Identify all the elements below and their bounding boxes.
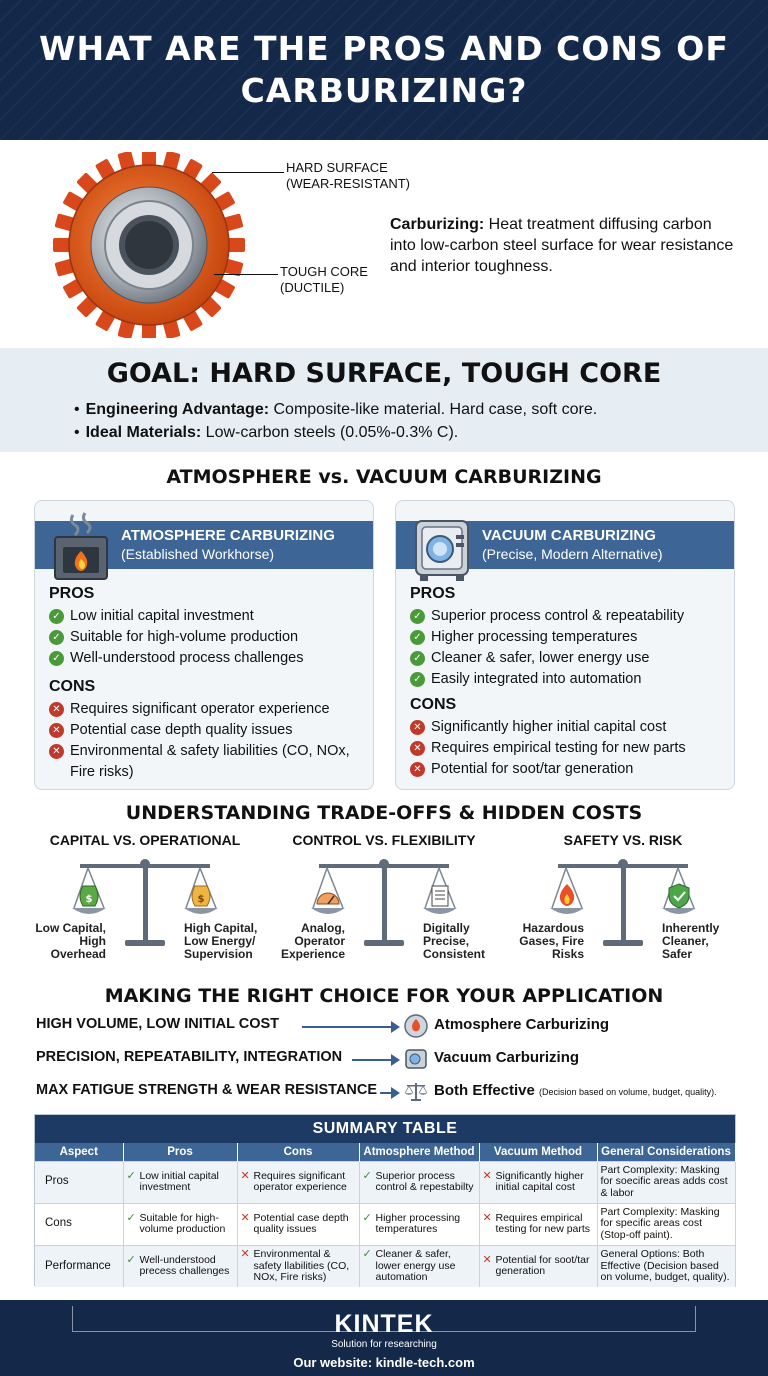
vacuum-furnace-icon xyxy=(404,1047,428,1071)
cell-text: Requires significant operator experience xyxy=(253,1169,347,1193)
atmosphere-pros-label: PROS xyxy=(49,585,95,602)
vacuum-pros-list xyxy=(410,606,728,690)
check-icon: ✓ xyxy=(410,651,425,666)
callout-line-hard xyxy=(212,172,284,173)
pro-text: Suitable for high-volume production xyxy=(70,629,299,645)
arrow-right-icon xyxy=(302,1026,398,1028)
vacuum-furnace-icon xyxy=(410,509,474,583)
cross-icon: ✕ xyxy=(410,762,425,777)
tradeoff-right-label: Inherently Cleaner, Safer xyxy=(662,921,720,961)
table-cell xyxy=(237,1203,359,1245)
vacuum-pros-label: PROS xyxy=(410,585,456,602)
table-cell xyxy=(479,1161,597,1203)
pro-text: Low initial capital investment xyxy=(70,608,254,624)
pro-item xyxy=(410,669,728,690)
tradeoff-left-label: Analog, Operator Experience xyxy=(280,921,345,961)
pro-item xyxy=(410,606,728,627)
tradeoff-title: CAPITAL VS. OPERATIONAL xyxy=(49,832,241,848)
column-header: General Considerations xyxy=(597,1143,735,1161)
tradeoff-control-flexibility xyxy=(269,832,499,962)
choice-criteria: PRECISION, REPEATABILITY, INTEGRATION xyxy=(36,1049,343,1065)
con-text: Requires significant operator experience xyxy=(70,701,330,717)
goal-item-label: Engineering Advantage: xyxy=(85,401,270,418)
choice-result-text: Both Effective xyxy=(434,1082,535,1099)
choice-result-text: Vacuum Carburizing xyxy=(434,1049,580,1066)
check-icon: ✓ xyxy=(49,630,64,645)
tradeoff-safety-risk xyxy=(508,832,738,962)
fire-icon xyxy=(560,884,574,906)
table-cell-general: Part Complexity: Masking for soecific areas adds cost & labor xyxy=(597,1161,735,1203)
furnace-icon xyxy=(49,509,113,583)
pro-text: Higher processing temperatures xyxy=(431,629,638,645)
goal-item xyxy=(74,398,597,421)
gauge-icon xyxy=(317,893,339,904)
vacuum-card-subtitle: (Precise, Modern Alternative) xyxy=(482,546,663,562)
pro-item xyxy=(49,627,367,648)
table-cell xyxy=(237,1161,359,1203)
cross-icon: ✕ xyxy=(482,1169,492,1182)
cross-icon: ✕ xyxy=(240,1211,250,1224)
con-item xyxy=(49,720,367,741)
con-text: Requires empirical testing for new parts xyxy=(431,740,686,756)
tradeoff-title: CONTROL VS. FLEXIBILITY xyxy=(292,832,476,848)
con-item xyxy=(410,738,728,759)
goal-title: GOAL: HARD SURFACE, TOUGH CORE xyxy=(106,358,662,389)
pro-item xyxy=(410,627,728,648)
footer xyxy=(0,1300,768,1376)
arrow-right-icon xyxy=(352,1059,398,1061)
carburized-gear-illustration xyxy=(44,152,284,338)
cross-icon: ✕ xyxy=(49,723,64,738)
goal-list xyxy=(74,398,597,444)
cell-text: Environmental & safety llabilities (CO, NOx, Fire risks) xyxy=(253,1248,350,1283)
choice-row xyxy=(36,1014,736,1038)
table-cell-aspect: Pros xyxy=(35,1161,123,1203)
choice-criteria: HIGH VOLUME, LOW INITIAL COST xyxy=(36,1016,280,1032)
goal-item-text: Composite-like material. Hard case, soft core. xyxy=(273,401,598,418)
cell-text: Potential case depth quality issues xyxy=(253,1211,349,1235)
cell-text: Cleaner & safer, lower energy use automation xyxy=(375,1248,456,1283)
con-item xyxy=(410,759,728,780)
svg-text:$: $ xyxy=(85,894,93,905)
brand-logo: KINTEK xyxy=(334,1310,434,1338)
cross-icon: ✕ xyxy=(240,1248,250,1260)
table-cell xyxy=(123,1245,237,1287)
tradeoff-right-label: High Capital, Low Energy/ Supervision xyxy=(184,921,258,961)
con-text: Potential case depth quality issues xyxy=(70,722,293,738)
goal-section xyxy=(0,348,768,452)
con-item xyxy=(410,717,728,738)
callout-line-core xyxy=(214,274,278,275)
tradeoffs-title: UNDERSTANDING TRADE-OFFS & HIDDEN COSTS xyxy=(125,802,643,824)
website-link[interactable]: Our website: kindle-tech.com xyxy=(293,1355,475,1370)
summary-grid xyxy=(35,1143,736,1287)
callout-tough-core xyxy=(280,264,368,296)
pro-text: Cleaner & safer, lower energy use xyxy=(431,650,650,666)
cross-icon: ✕ xyxy=(482,1211,492,1224)
vacuum-cons-label: CONS xyxy=(410,696,457,713)
scale-icon xyxy=(404,1080,428,1104)
callout-core-line1: TOUGH CORE xyxy=(280,264,368,279)
tradeoff-left-label: Hazardous Gases, Fire Risks xyxy=(519,921,584,961)
callout-hard-surface xyxy=(286,160,410,192)
table-row xyxy=(35,1245,735,1287)
choice-result xyxy=(434,1016,609,1033)
atmosphere-card-subtitle: (Established Workhorse) xyxy=(121,546,275,562)
cell-text: Potential for soot/tar generation xyxy=(495,1253,590,1278)
check-icon: ✓ xyxy=(410,672,425,687)
cross-icon: ✕ xyxy=(240,1169,250,1182)
column-header: Vacuum Method xyxy=(479,1143,597,1161)
table-cell xyxy=(479,1245,597,1287)
flame-gear-icon xyxy=(404,1014,428,1038)
shield-check-icon xyxy=(669,884,689,908)
arrow-right-icon xyxy=(380,1092,398,1094)
choice-note: (Decision based on volume, budget, quality). xyxy=(539,1087,717,1097)
table-cell-general: Part Complexity: Masking for specific areas cost (Stop-off paint). xyxy=(597,1203,735,1245)
svg-text:$: $ xyxy=(197,894,205,905)
pro-text: Well-understood process challenges xyxy=(70,650,304,666)
cross-icon: ✕ xyxy=(410,720,425,735)
check-icon: ✓ xyxy=(362,1248,372,1260)
atmosphere-card-title: ATMOSPHERE CARBURIZING xyxy=(121,527,335,544)
table-cell xyxy=(359,1245,479,1287)
definition-term: Carburizing: xyxy=(390,216,485,233)
check-icon: ✓ xyxy=(362,1169,372,1182)
methods-title: ATMOSPHERE vs. VACUUM CARBURIZING xyxy=(166,466,602,488)
con-text: Significantly higher initial capital cost xyxy=(431,719,667,735)
summary-table-title: SUMMARY TABLE xyxy=(35,1115,735,1143)
gear-icon xyxy=(44,152,284,338)
tradeoff-capital-operational xyxy=(30,832,260,962)
choice-title: MAKING THE RIGHT CHOICE FOR YOUR APPLICATION xyxy=(104,985,664,1007)
pro-item xyxy=(410,648,728,669)
table-header-row xyxy=(35,1143,735,1161)
atmosphere-card xyxy=(34,500,374,790)
atmosphere-cons-list xyxy=(49,699,367,783)
check-icon: ✓ xyxy=(126,1169,136,1182)
cell-text: Superior process control & repestabilty xyxy=(375,1169,474,1193)
column-header: Cons xyxy=(237,1143,359,1161)
cell-text: Well-understood precess challenges xyxy=(139,1253,230,1278)
cross-icon: ✕ xyxy=(482,1253,492,1266)
check-icon: ✓ xyxy=(362,1211,372,1224)
brand-tagline: Solution for researching xyxy=(331,1339,437,1350)
summary-table xyxy=(34,1114,736,1286)
pro-item xyxy=(49,648,367,669)
table-cell xyxy=(359,1161,479,1203)
choice-result xyxy=(434,1049,579,1066)
callout-hard-line2: (WEAR-RESISTANT) xyxy=(286,176,410,191)
column-header: Aspect xyxy=(35,1143,123,1161)
cell-text: Higher processing temperatures xyxy=(375,1211,461,1235)
tradeoff-right-label: Digitally Precise, Consistent xyxy=(423,921,486,961)
table-cell xyxy=(359,1203,479,1245)
pro-text: Easily integrated into automation xyxy=(431,671,642,687)
callout-core-line2: (DUCTILE) xyxy=(280,280,345,295)
cross-icon: ✕ xyxy=(49,702,64,717)
table-cell-aspect: Performance xyxy=(35,1245,123,1287)
cell-text: Requires empirical testing for new parts xyxy=(495,1211,591,1235)
table-cell xyxy=(123,1203,237,1245)
document-icon xyxy=(432,886,448,906)
cell-text: Suitable for high-volume production xyxy=(139,1211,226,1235)
carburizing-definition xyxy=(390,214,740,277)
goal-item-label: Ideal Materials: xyxy=(85,424,202,441)
intro-section xyxy=(0,140,768,348)
check-icon: ✓ xyxy=(410,609,425,624)
table-cell-aspect: Cons xyxy=(35,1203,123,1245)
table-cell xyxy=(479,1203,597,1245)
callout-hard-line1: HARD SURFACE xyxy=(286,160,388,175)
page-title: WHAT ARE THE PROS AND CONS OF CARBURIZING? xyxy=(39,29,729,110)
atmosphere-cons-label: CONS xyxy=(49,678,96,695)
cross-icon: ✕ xyxy=(49,744,64,759)
cell-text: Low initial capital investment xyxy=(139,1169,219,1193)
check-icon: ✓ xyxy=(49,609,64,624)
money-bag-icon xyxy=(80,886,98,906)
vacuum-card-title: VACUUM CARBURIZING xyxy=(482,527,656,544)
con-item xyxy=(49,741,367,783)
table-row xyxy=(35,1161,735,1203)
cross-icon: ✕ xyxy=(410,741,425,756)
vacuum-card xyxy=(395,500,735,790)
money-bag-icon xyxy=(192,886,210,906)
check-icon: ✓ xyxy=(49,651,64,666)
cell-text: Significantly higher initial capital cost xyxy=(495,1169,584,1193)
con-item xyxy=(49,699,367,720)
column-header: Atmosphere Method xyxy=(359,1143,479,1161)
goal-item xyxy=(74,421,597,444)
con-text: Environmental & safety liabilities (CO, NOx, Fire risks) xyxy=(70,743,350,780)
table-cell xyxy=(237,1245,359,1287)
check-icon: ✓ xyxy=(126,1253,136,1266)
choice-row xyxy=(36,1047,736,1071)
choice-row xyxy=(36,1080,736,1104)
table-cell-general: General Options: Both Effective (Decision based on volume, budget, quality). xyxy=(597,1245,735,1287)
check-icon: ✓ xyxy=(126,1211,136,1224)
vacuum-cons-list xyxy=(410,717,728,780)
pro-item xyxy=(49,606,367,627)
con-text: Potential for soot/tar generation xyxy=(431,761,634,777)
table-cell xyxy=(123,1161,237,1203)
table-row xyxy=(35,1203,735,1245)
tradeoff-left-label: Low Capital, High Overhead xyxy=(35,921,106,961)
definition-text: Heat treatment diffusing carbon into low-carbon steel surface for wear resistance and interior toughness. xyxy=(390,216,734,275)
pro-text: Superior process control & repeatability xyxy=(431,608,685,624)
check-icon: ✓ xyxy=(410,630,425,645)
choice-result-text: Atmosphere Carburizing xyxy=(434,1016,610,1033)
choice-criteria: MAX FATIGUE STRENGTH & WEAR RESISTANCE xyxy=(36,1082,378,1098)
atmosphere-pros-list xyxy=(49,606,367,669)
tradeoff-title: SAFETY VS. RISK xyxy=(563,832,683,848)
goal-item-text: Low-carbon steels (0.05%-0.3% C). xyxy=(205,424,459,441)
column-header: Pros xyxy=(123,1143,237,1161)
header-banner xyxy=(0,0,768,140)
choice-result xyxy=(434,1082,717,1099)
